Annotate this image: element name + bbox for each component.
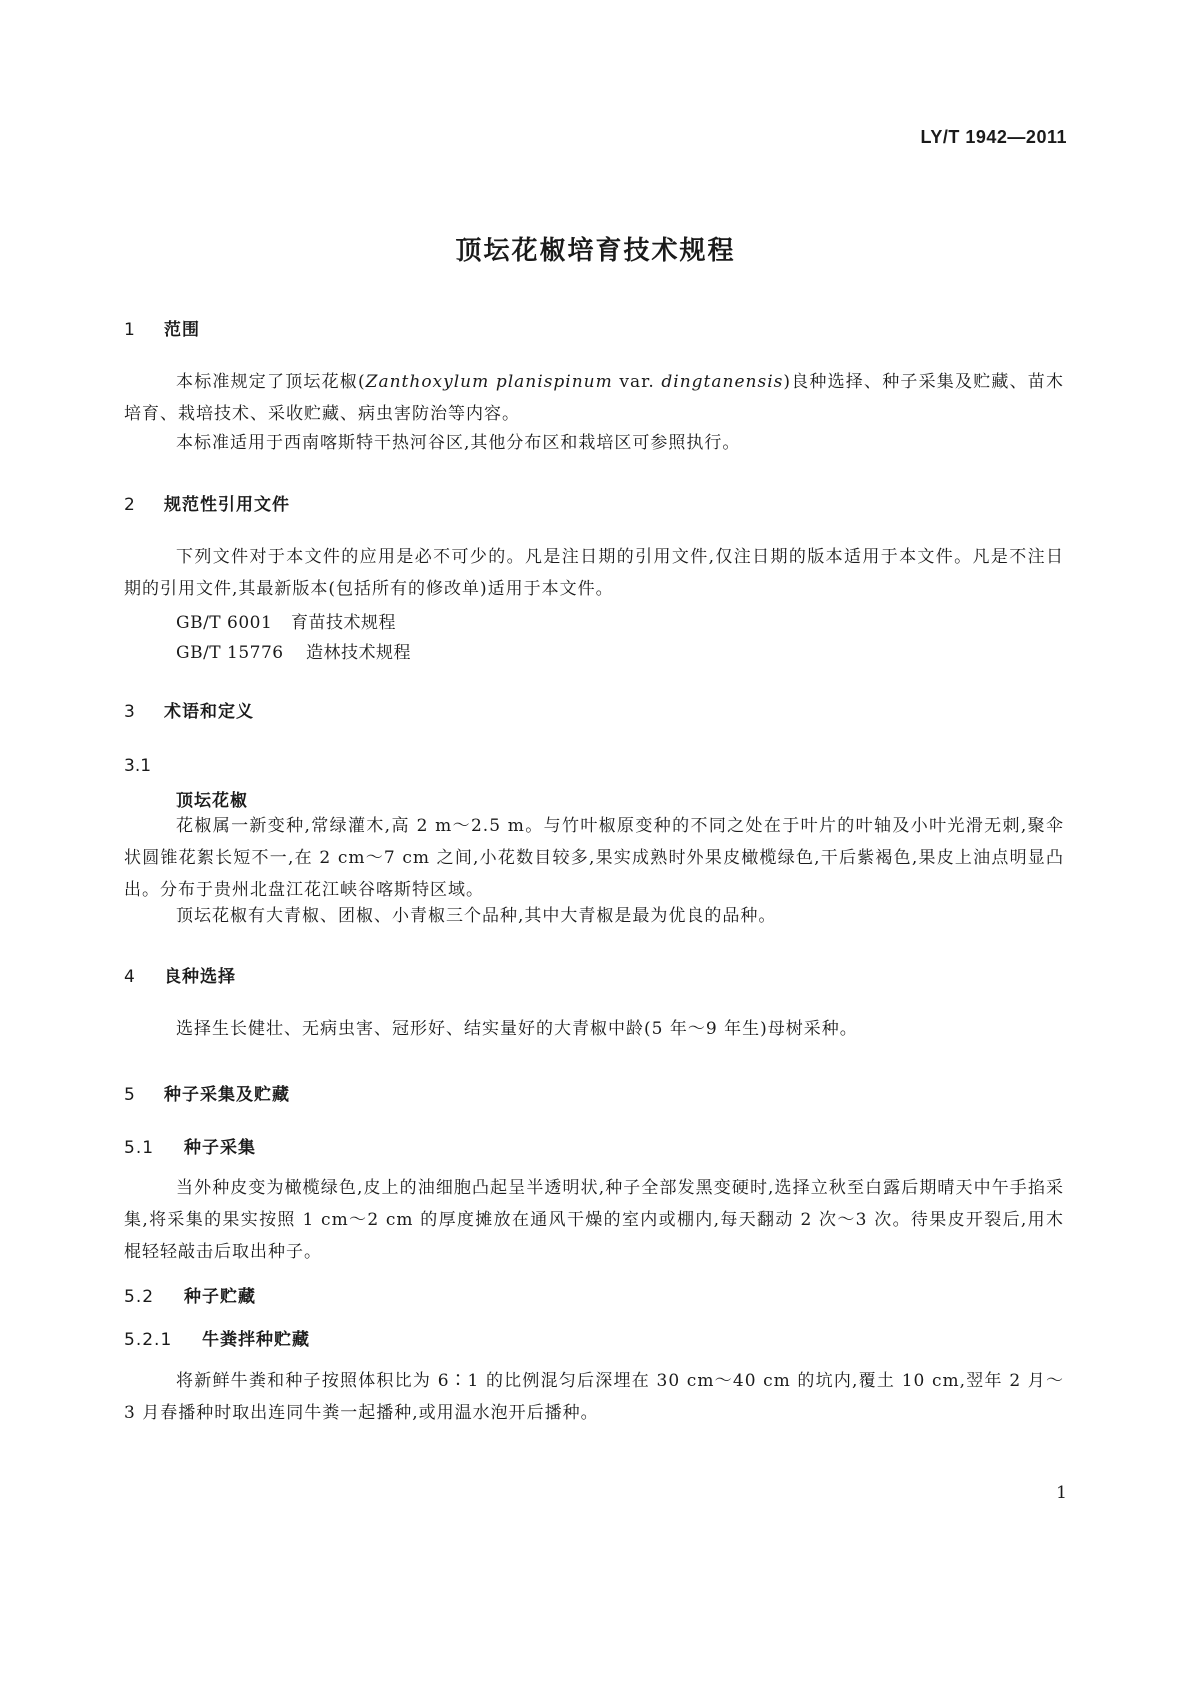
page-number: 1 — [1056, 1483, 1067, 1503]
section-title: 牛粪拌种贮藏 — [202, 1330, 310, 1350]
section-3-heading — [124, 697, 254, 722]
section-3-paragraph-1: 花椒属一新变种,常绿灌木,高 2 m～2.5 m。与竹叶椒原变种的不同之处在于叶片的叶轴及小叶光滑无刺,聚伞状圆锥花絮长短不一,在 2 cm～7 cm 之间,小花数目较多,果实成熟时外果皮橄榄绿色,干后紫褐色,果皮上油点明显凸出。分布于贵州北盘江花江峡谷喀斯特区域。 — [124, 816, 1064, 900]
document-title: 顶坛花椒培育技术规程 — [455, 236, 736, 266]
reference-item — [176, 608, 396, 633]
section-title: 种子贮藏 — [184, 1287, 256, 1307]
section-4-paragraph-1: 选择生长健壮、无病虫害、冠形好、结实量好的大青椒中龄(5 年～9 年生)母树采种。 — [176, 1019, 858, 1039]
section-title: 术语和定义 — [164, 702, 254, 722]
section-number: 5.2.1 — [124, 1330, 173, 1350]
section-title: 种子采集及贮藏 — [164, 1085, 290, 1105]
section-5-1-heading — [124, 1133, 256, 1158]
reference-name: 造林技术规程 — [306, 643, 411, 663]
section-title: 良种选择 — [164, 967, 236, 987]
section-number: 5 — [124, 1085, 136, 1105]
latin-name: Zanthoxylum planispinum — [365, 372, 613, 392]
term-name: 顶坛花椒 — [176, 791, 248, 811]
section-title: 范围 — [164, 320, 200, 340]
section-2-paragraph-1: 下列文件对于本文件的应用是必不可少的。凡是注日期的引用文件,仅注日期的版本适用于本文件。凡是不注日期的引用文件,其最新版本(包括所有的修改单)适用于本文件。 — [124, 547, 1064, 599]
reference-code: GB/T 6001 — [176, 613, 273, 633]
reference-name: 育苗技术规程 — [291, 613, 396, 633]
section-number: 1 — [124, 320, 136, 340]
reference-item — [176, 638, 411, 663]
section-title: 种子采集 — [184, 1138, 256, 1158]
section-5-1-paragraph-1: 当外种皮变为橄榄绿色,皮上的油细胞凸起呈半透明状,种子全部发黑变硬时,选择立秋至白露后期晴天中午手掐采集,将采集的果实按照 1 cm～2 cm 的厚度摊放在通风干燥的室内或棚内,每天翻动 2 次～3 次。待果皮开裂后,用木棍轻轻敲击后取出种子。 — [124, 1178, 1064, 1262]
section-5-heading — [124, 1080, 290, 1105]
section-5-2-heading — [124, 1282, 256, 1307]
standard-code: LY/T 1942—2011 — [920, 127, 1067, 147]
section-3-paragraph-2: 顶坛花椒有大青椒、团椒、小青椒三个品种,其中大青椒是最为优良的品种。 — [176, 906, 777, 926]
section-title: 规范性引用文件 — [164, 495, 290, 515]
section-2-heading — [124, 490, 290, 515]
section-1-heading — [124, 315, 200, 340]
latin-variety: dingtanensis — [661, 372, 784, 392]
section-number: 3 — [124, 702, 136, 722]
section-number: 5.2 — [124, 1287, 155, 1307]
section-5-2-1-heading — [124, 1325, 310, 1350]
section-number: 2 — [124, 495, 136, 515]
reference-code: GB/T 15776 — [176, 643, 284, 663]
section-1-paragraph-1: 本标准规定了顶坛花椒(Zanthoxylum planispinum var. dingtanensis)良种选择、种子采集及贮藏、苗木培育、栽培技术、采收贮藏、病虫害防治等内容。 — [124, 372, 1064, 424]
section-5-2-1-paragraph-1: 将新鲜牛粪和种子按照体积比为 6∶1 的比例混匀后深埋在 30 cm～40 cm 的坑内,覆土 10 cm,翌年 2 月～3 月春播种时取出连同牛粪一起播种,或用温水泡开后播种。 — [124, 1371, 1064, 1423]
section-4-heading — [124, 962, 236, 987]
term-number: 3.1 — [124, 756, 152, 776]
section-number: 5.1 — [124, 1138, 155, 1158]
section-1-paragraph-2: 本标准适用于西南喀斯特干热河谷区,其他分布区和栽培区可参照执行。 — [176, 433, 741, 453]
section-number: 4 — [124, 967, 136, 987]
